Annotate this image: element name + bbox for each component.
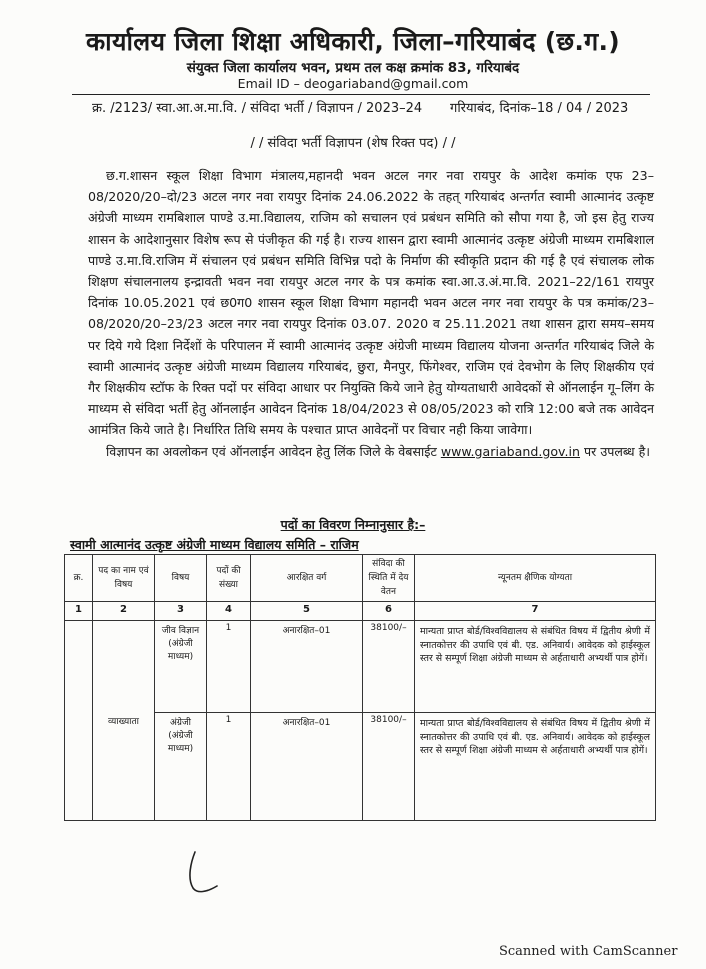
posts-table [64, 554, 656, 821]
body-paragraph-2-lead: विज्ञापन का अवलोकन एवं ऑनलाईन आवेदन हेतु लिंक जिले के वेबसाईट [106, 443, 441, 459]
body-text [88, 165, 654, 462]
table-row [65, 621, 656, 713]
body-paragraph-2 [88, 441, 654, 462]
post-count-cell: 1 [207, 621, 251, 713]
header-qualification: न्यूनतम क्षैणिक योग्यता [415, 555, 656, 602]
header-serial: क्र. [65, 555, 93, 602]
samiti-heading: स्वामी आत्मानंद उत्कृष्ट अंग्रेजी माध्यम विद्यालय समिति – राजिम [70, 537, 359, 552]
header-divider [72, 94, 650, 95]
website-link[interactable]: www.gariaband.gov.in [440, 443, 581, 459]
post-name-cell: व्याख्याता [93, 621, 155, 821]
subject-cell: अंग्रेजी (अंग्रेजी माध्यम) [155, 713, 207, 821]
office-email: Email ID – deogariaband@gmail.com [237, 76, 469, 91]
column-number: 7 [415, 602, 656, 621]
scanner-watermark: Scanned with CamScanner [499, 944, 678, 959]
header-post-count: पदों की संख्या [207, 555, 251, 602]
header-subject: विषय [155, 555, 207, 602]
post-count-cell: 1 [207, 713, 251, 821]
serial-cell [65, 621, 93, 821]
signature-mark [183, 848, 231, 896]
column-number: 1 [65, 602, 93, 621]
body-paragraph-2-tail: पर उपलब्ध है। [580, 443, 651, 459]
body-paragraph-1: छ.ग.शासन स्कूल शिक्षा विभाग मंत्रालय,महानदी भवन अटल नगर नवा रायपुर के आदेश कमांक एफ 23–08/2020/20–दो/23 अटल नगर नवा रायपुर दिनांक 24.06.2022 के तहत् गरियाबंद अन्तर्गत स्वामी आत्मानंद उत्कृष्ट अंग्रेजी माध्यम रामबिशाल पाण्डे उ.मा.विद्यालय, राजिम को सचालन एवं प्रबंधन समिति को सौपा गया है, जो इस हेतु राज्य शासन के आदेशानुसार विशेष रूप से पंजीकृत की गई है। राज्य शासन द्वारा स्वामी आत्मानंद उत्कृष्ट अंग्रेजी माध्यम रामबिशाल पाण्डे उ.मा.वि.राजिम में संचालन एवं प्रबंधन समिति विभिन्न पदो के निर्माण की स्वीकृति प्रदान की गई है एवं संचालक लोक शिक्षण संचालनालय इन्द्रावती भवन नवा रायपुर अटल नगर के पत्र कमांक स्वा.आ.उ.अं.मा.वि. 2021–22/161 रायपुर दिनांक 10.05.2021 एवं छ0ग0 शासन स्कूल शिक्षा विभाग महानदी भवन अटल नगर नवा रायपुर के पत्र कमांक/23–08/2020/20–23/23 अटल नगर नवा रायपुर दिनांक 03.07. 2020 व 25.11.2021 तथा शासन द्वारा समय–समय पर दिये गये दिशा निर्देशों के परिपालन में स्वामी आत्मानंद उत्कृष्ट अंग्रेजी माध्यम विद्यालय योजना अन्तर्गत गरियाबंद जिले के स्वामी आत्मानंद उत्कृष्ट अंग्रेजी माध्यम विद्यालय गरियाबंद, छुरा, मैनपुर, फिंगेश्वर, राजिम एवं देवभोग के लिए शिक्षकीय एवं गैर शिक्षकीय स्टॉफ के रिक्त पदों पर संविदा आधार पर नियुक्ति किये जाने हेतु योग्यताधारी आवेदकों से ऑनलाईन गू–लिंग के माध्यम से संविदा भर्ती हेतु ऑनलाईन आवेदन दिनांक 18/04/2023 से 08/05/2023 को रात्रि 12:00 बजे तक आवेदन आमंत्रित किये जाते है। निर्धारित तिथि समय के पश्चात प्राप्त आवेदनों पर विचार नही किया जावेगा। [88, 168, 654, 438]
category-cell: अनारक्षित–01 [251, 621, 363, 713]
header-post-name: पद का नाम एवं विषय [93, 555, 155, 602]
subject-line: / / संविदा भर्ती विज्ञापन (शेष रिक्त पद) / / [250, 136, 456, 151]
details-heading: पदों का विवरण निम्नानुसार है:– [280, 517, 426, 532]
salary-cell: 38100/– [363, 621, 415, 713]
qualification-cell: मान्यता प्राप्त बोर्ड/विश्वविद्यालय से संबंधित विषय में द्वितीय श्रेणी में स्नातकोत्तर की उपाधि एवं बी. एड. अनिवार्य। आवेदक को हाईस्कूल स्तर से सम्पूर्ण शिक्षा अंग्रेजी माध्यम से अर्हताधारी अभ्यर्थी पात्र होगें। [415, 713, 656, 821]
category-cell: अनारक्षित–01 [251, 713, 363, 821]
qualification-cell: मान्यता प्राप्त बोर्ड/विश्वविद्यालय से संबंधित विषय में द्वितीय श्रेणी में स्नातकोत्तर की उपाधि एवं बी. एड. अनिवार्य। आवेदक को हाईस्कूल स्तर से सम्पूर्ण शिक्षा अंग्रेजी माध्यम से अर्हताधारी अभ्यर्थी पात्र होगें। [415, 621, 656, 713]
reference-number: क्र. /2123/ स्वा.आ.अ.मा.वि. / संविदा भर्ती / विज्ञापन / 2023–24 [92, 101, 423, 116]
place-date: गरियाबंद, दिनांक–18 / 04 / 2023 [450, 101, 629, 116]
office-title: कार्यालय जिला शिक्षा अधिकारी, जिला–गरियाबंद (छ.ग.) [85, 27, 621, 56]
table-column-number-row [65, 602, 656, 621]
column-number: 6 [363, 602, 415, 621]
column-number: 2 [93, 602, 155, 621]
office-address: संयुक्त जिला कार्यालय भवन, प्रथम तल कक्ष क्रमांक 83, गरियाबंद [186, 60, 520, 76]
header-salary: संविदा की स्थिति में देय वेतन [363, 555, 415, 602]
column-number: 3 [155, 602, 207, 621]
table-header-row [65, 555, 656, 602]
header-reserved-category: आरक्षित वर्ग [251, 555, 363, 602]
salary-cell: 38100/– [363, 713, 415, 821]
column-number: 5 [251, 602, 363, 621]
subject-cell: जीव विज्ञान (अंग्रेजी माध्यम) [155, 621, 207, 713]
column-number: 4 [207, 602, 251, 621]
